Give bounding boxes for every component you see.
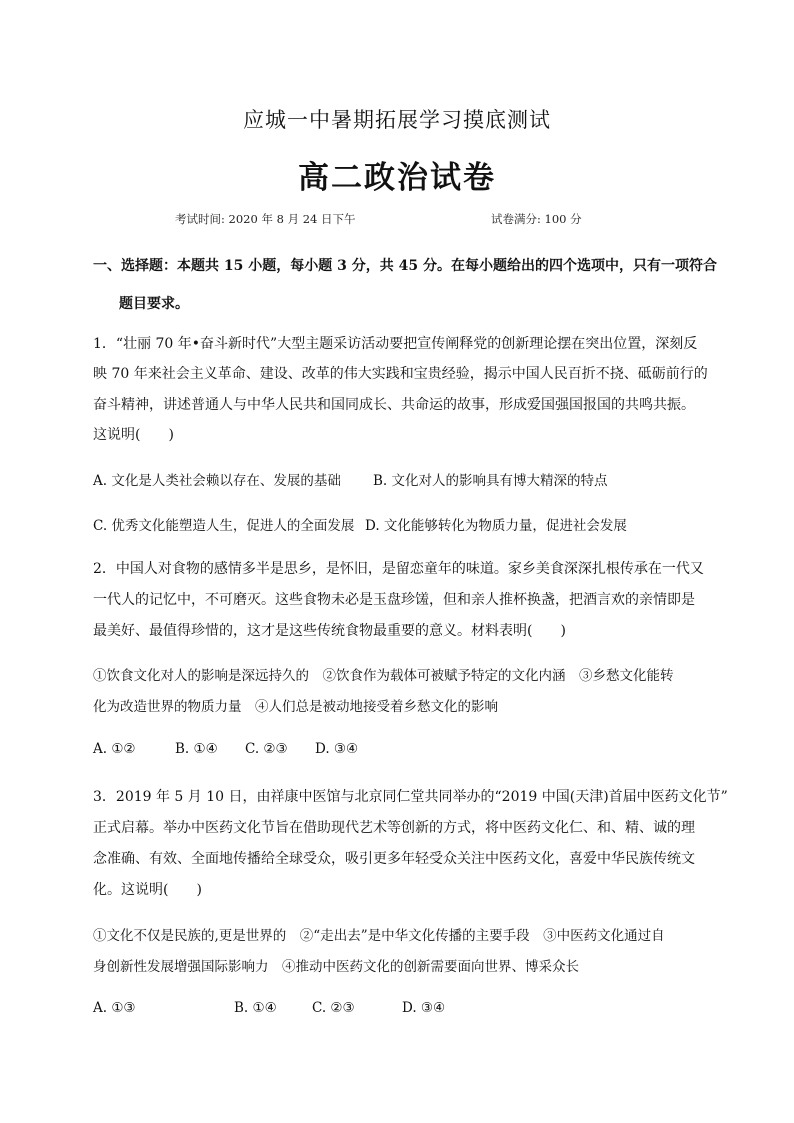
q1-option-d: D. 文化能够转化为物质力量，促进社会发展 <box>365 518 627 534</box>
q1-option-a: A. 文化是人类社会赖以存在、发展的基础 <box>93 473 341 489</box>
q2-stem-line: 一代人的记忆中，不可磨灭。这些食物未必是玉盘珍馐，但和亲人推杯换盏，把酒言欢的亲情即是 <box>93 592 695 608</box>
q2-stem-line: 2．中国人对食物的感情多半是思乡，是怀旧，是留恋童年的味道。家乡美食深深扎根传承在一代又 <box>93 561 704 577</box>
q3-stem-line: 念准确、有效、全面地传播给全球受众，吸引更多年轻受众关注中医药文化，喜爱中华民族传统文 <box>93 851 695 867</box>
q3-stem-line: 3．2019 年 5 月 10 日，由祥康中医馆与北京同仁堂共同举办的“2019 中国(天津)首届中医药文化节” <box>93 789 728 805</box>
q2-option-c: C. ②③ <box>245 741 288 757</box>
section-heading-line1: 一、选择题：本题共 15 小题，每小题 3 分，共 45 分。在每小题给出的四个选项中，只有一项符合 <box>93 258 717 274</box>
q3-option-d: D. ③④ <box>402 1000 446 1016</box>
q3-stem-line: 化。这说明( ) <box>93 882 202 898</box>
q1-stem-line: 映 70 年来社会主义革命、建设、改革的伟大实践和宝贵经验，揭示中国人民百折不挠、砥砺前行的 <box>93 366 708 382</box>
q2-option-b: B. ①④ <box>175 741 218 757</box>
q2-statement-line: ①饮食文化对人的影响是深远持久的 ②饮食作为载体可被赋予特定的文化内涵 ③乡愁文化能转 <box>93 668 674 684</box>
section-heading-line2: 题目要求。 <box>119 296 189 312</box>
q2-option-d: D. ③④ <box>315 741 359 757</box>
q2-stem-line: 最美好、最值得珍惜的，这才是这些传统食物最重要的意义。材料表明( ) <box>93 623 566 639</box>
exam-time: 考试时间: 2020 年 8 月 24 日下午 <box>175 212 356 226</box>
q3-option-a: A. ①③ <box>93 1000 136 1016</box>
exam-title: 高二政治试卷 <box>298 160 496 196</box>
q1-stem-line: 奋斗精神，讲述普通人与中华人民共和国同成长、共命运的故事，形成爱国强国报国的共鸣共振。 <box>93 397 695 413</box>
q3-option-b: B. ①④ <box>234 1000 277 1016</box>
q1-stem-line: 1．“壮丽 70 年•奋斗新时代”大型主题采访活动要把宣传阐释党的创新理论摆在突出位置，深刻反 <box>93 336 698 352</box>
q3-option-c: C. ②③ <box>312 1000 355 1016</box>
q2-statement-line: 化为改造世界的物质力量 ④人们总是被动地接受着乡愁文化的影响 <box>93 699 498 715</box>
q3-statement-line: 身创新性发展增强国际影响力 ④推动中医药文化的创新需要面向世界、博采众长 <box>93 959 579 975</box>
q1-stem-line: 这说明( ) <box>93 427 174 443</box>
exam-subtitle: 应城一中暑期拓展学习摸底测试 <box>243 108 551 132</box>
q3-stem-line: 正式启幕。举办中医药文化节旨在借助现代艺术等创新的方式，将中医药文化仁、和、精、诚的理 <box>93 820 695 836</box>
full-score: 试卷满分: 100 分 <box>491 212 582 226</box>
q1-option-b: B. 文化对人的影响具有博大精深的特点 <box>373 473 608 489</box>
q3-statement-line: ①文化不仅是民族的,更是世界的 ②“走出去”是中华文化传播的主要手段 ③中医药文化通过自 <box>93 928 665 944</box>
q1-option-c: C. 优秀文化能塑造人生，促进人的全面发展 <box>93 518 355 534</box>
q2-option-a: A. ①② <box>93 741 136 757</box>
